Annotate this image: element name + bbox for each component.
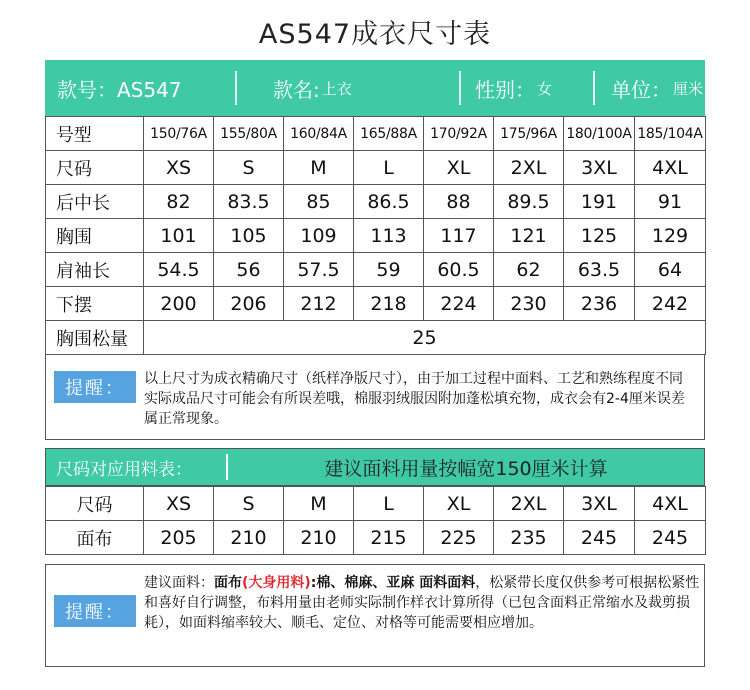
table-cell: 218 bbox=[354, 287, 424, 321]
back-length-row bbox=[46, 185, 706, 219]
table-cell: 109 bbox=[284, 219, 354, 253]
table-cell: 88 bbox=[424, 185, 494, 219]
table-cell: 215 bbox=[354, 521, 424, 555]
fabric-note-box bbox=[45, 564, 705, 667]
table-cell: 85 bbox=[284, 185, 354, 219]
fabric-usage-row bbox=[46, 521, 706, 555]
ease-value: 25 bbox=[144, 321, 706, 355]
fabric-size-row bbox=[46, 487, 706, 521]
row-label: 后中长 bbox=[46, 185, 144, 219]
info-header-bar bbox=[45, 60, 705, 116]
bust-row bbox=[46, 219, 706, 253]
row-label: 面布 bbox=[46, 521, 144, 555]
fabric-header-bar bbox=[45, 448, 705, 486]
table-cell: XL bbox=[424, 151, 494, 185]
table-cell: 89.5 bbox=[494, 185, 564, 219]
table-cell: XL bbox=[424, 487, 494, 521]
table-cell: 242 bbox=[635, 287, 706, 321]
table-cell: 236 bbox=[564, 287, 635, 321]
table-cell: 212 bbox=[284, 287, 354, 321]
table-cell: 83.5 bbox=[214, 185, 284, 219]
table-cell: L bbox=[354, 151, 424, 185]
table-cell: L bbox=[354, 487, 424, 521]
size-chart-table bbox=[45, 116, 706, 355]
table-cell: 175/96A bbox=[494, 117, 564, 151]
table-cell: 86.5 bbox=[354, 185, 424, 219]
unit-label: 单位： bbox=[611, 77, 671, 102]
model-row bbox=[46, 117, 706, 151]
gender bbox=[461, 60, 593, 116]
table-cell: M bbox=[284, 151, 354, 185]
row-label: 下摆 bbox=[46, 287, 144, 321]
row-label: 胸围 bbox=[46, 219, 144, 253]
table-cell: S bbox=[214, 151, 284, 185]
shoulder-sleeve-row bbox=[46, 253, 706, 287]
row-label: 肩袖长 bbox=[46, 253, 144, 287]
ease-row bbox=[46, 321, 706, 355]
table-cell: 121 bbox=[494, 219, 564, 253]
note-main-body: (大身用料) bbox=[242, 575, 311, 591]
table-cell: 59 bbox=[354, 253, 424, 287]
table-cell: XS bbox=[144, 487, 214, 521]
table-cell: 57.5 bbox=[284, 253, 354, 287]
table-cell: 117 bbox=[424, 219, 494, 253]
note-fabric-types: :棉、棉麻、亚麻 面料面料 bbox=[310, 575, 476, 591]
table-cell: 200 bbox=[144, 287, 214, 321]
fabric-usage-table bbox=[45, 486, 706, 555]
gender-value: 女 bbox=[537, 79, 553, 98]
table-cell: 4XL bbox=[635, 151, 706, 185]
table-cell: 2XL bbox=[494, 151, 564, 185]
fabric-width-note: 建议面料用量按幅宽150厘米计算 bbox=[324, 457, 608, 480]
reminder-badge: 提醒： bbox=[54, 371, 136, 403]
style-name bbox=[237, 60, 459, 116]
table-cell: 56 bbox=[214, 253, 284, 287]
table-cell: 82 bbox=[144, 185, 214, 219]
table-cell: 225 bbox=[424, 521, 494, 555]
fabric-table-title: 尺码对应用料表： bbox=[56, 459, 192, 480]
page-title: AS547成衣尺寸表 bbox=[258, 19, 492, 50]
fabric-note-text bbox=[144, 573, 700, 633]
table-cell: 150/76A bbox=[144, 117, 214, 151]
table-cell: 245 bbox=[635, 521, 706, 555]
table-cell: 224 bbox=[424, 287, 494, 321]
hem-row bbox=[46, 287, 706, 321]
table-cell: 63.5 bbox=[564, 253, 635, 287]
header-divider bbox=[593, 71, 595, 105]
note-prefix: 建议面料： bbox=[144, 575, 214, 591]
table-cell: 245 bbox=[564, 521, 635, 555]
table-cell: 205 bbox=[144, 521, 214, 555]
table-cell: 235 bbox=[494, 521, 564, 555]
note-main-fabric: 面布 bbox=[214, 575, 242, 591]
header-divider bbox=[459, 71, 461, 105]
table-cell: 125 bbox=[564, 219, 635, 253]
unit-value: 厘米 bbox=[673, 79, 704, 98]
style-number bbox=[45, 60, 235, 116]
table-cell: 62 bbox=[494, 253, 564, 287]
table-cell: 170/92A bbox=[424, 117, 494, 151]
table-cell: 105 bbox=[214, 219, 284, 253]
table-cell: 230 bbox=[494, 287, 564, 321]
table-cell: 129 bbox=[635, 219, 706, 253]
table-cell: 4XL bbox=[635, 487, 706, 521]
table-cell: 160/84A bbox=[284, 117, 354, 151]
table-cell: 180/100A bbox=[564, 117, 635, 151]
header-divider bbox=[235, 71, 237, 105]
table-cell: 113 bbox=[354, 219, 424, 253]
table-cell: 210 bbox=[214, 521, 284, 555]
row-label: 号型 bbox=[46, 117, 144, 151]
gender-label: 性别： bbox=[475, 77, 535, 102]
style-name-label: 款名: bbox=[273, 77, 320, 102]
table-cell: XS bbox=[144, 151, 214, 185]
ease-label: 胸围松量 bbox=[46, 321, 144, 355]
unit bbox=[595, 60, 703, 116]
table-cell: 64 bbox=[635, 253, 706, 287]
table-cell: 60.5 bbox=[424, 253, 494, 287]
table-cell: M bbox=[284, 487, 354, 521]
table-cell: 155/80A bbox=[214, 117, 284, 151]
table-cell: 2XL bbox=[494, 487, 564, 521]
table-cell: 210 bbox=[284, 521, 354, 555]
table-cell: 191 bbox=[564, 185, 635, 219]
note-rest: ，松紧带长度仅供参考可根据松紧性和喜好自行调整，布料用量由老师实际制作样衣计算所得（已包含面料正常缩水及裁剪损耗），如面料缩率较大、顺毛、定位、对格等可能需要相应增加。 bbox=[144, 575, 700, 631]
reminder-badge: 提醒： bbox=[54, 595, 136, 627]
size-row bbox=[46, 151, 706, 185]
size-note-box bbox=[45, 354, 705, 440]
table-cell: 3XL bbox=[564, 151, 635, 185]
table-cell: 3XL bbox=[564, 487, 635, 521]
size-note-text: 以上尺寸为成衣精确尺寸（纸样净版尺寸），由于加工过程中面料、工艺和熟练程度不同实际成品尺寸可能会有所误差哦，棉服羽绒服因附加蓬松填充物，成衣会有2-4厘米误差属正常现象。 bbox=[144, 371, 685, 427]
table-cell: 54.5 bbox=[144, 253, 214, 287]
table-cell: S bbox=[214, 487, 284, 521]
style-name-value: 上衣 bbox=[321, 79, 352, 98]
row-label: 尺码 bbox=[46, 151, 144, 185]
style-number-text: 款号：AS547 bbox=[57, 77, 182, 102]
table-cell: 91 bbox=[635, 185, 706, 219]
row-label: 尺码 bbox=[46, 487, 144, 521]
table-cell: 101 bbox=[144, 219, 214, 253]
table-cell: 165/88A bbox=[354, 117, 424, 151]
table-cell: 206 bbox=[214, 287, 284, 321]
table-cell: 185/104A bbox=[635, 117, 706, 151]
